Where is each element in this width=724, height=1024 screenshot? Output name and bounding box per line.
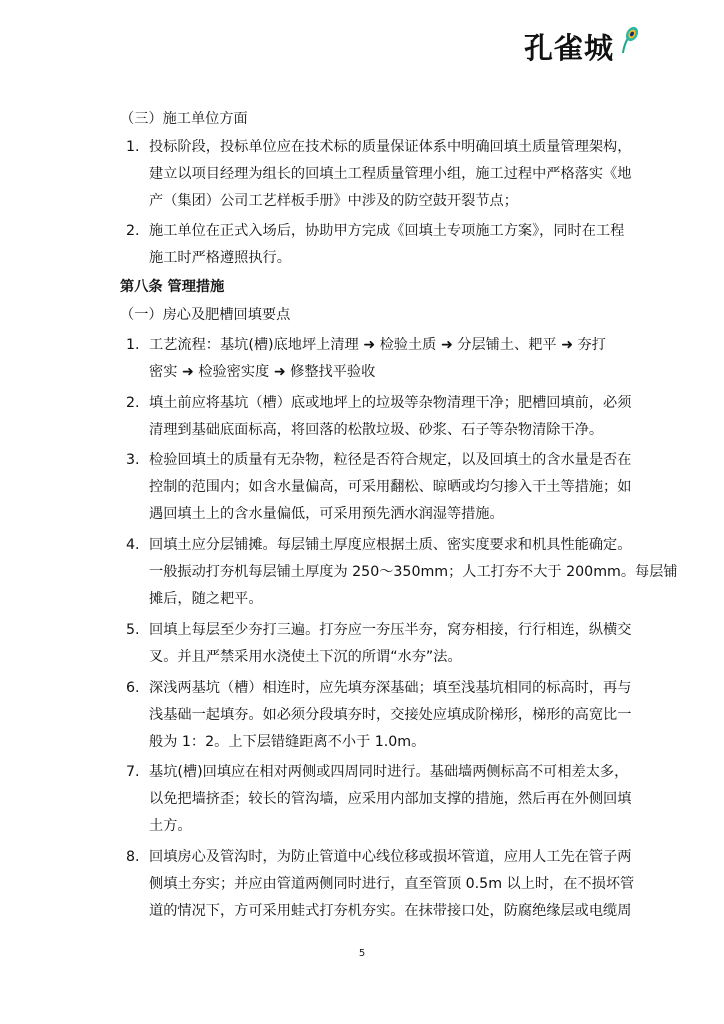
list-item-number: 7. <box>126 764 140 780</box>
brand-logo-text: 孔雀城 <box>524 31 615 65</box>
list-item-line: 道的情况下，方可采用蛙式打夯机夯实。在抹带接口处，防腐绝缘层或电缆周 <box>149 903 632 919</box>
list-item-line: 密实 ➜ 检验密实度 ➜ 修整找平验收 <box>149 364 376 380</box>
list-item-number: 8. <box>126 849 140 865</box>
section-heading: （三）施工单位方面 <box>120 111 248 127</box>
list-item-number: 4. <box>126 537 140 553</box>
list-item-line: 基坑(槽)回填应在相对两侧或四周同时进行。基础墙两侧标高不可相差太多， <box>149 764 629 780</box>
page-number: 5 <box>358 948 366 959</box>
list-item-number: 3. <box>126 452 140 468</box>
list-item-line: 以免把墙挤歪；较长的管沟墙，应采用内部加支撑的措施，然后再在外侧回填 <box>149 791 632 807</box>
list-item-line: 一般振动打夯机每层铺土厚度为 250～350mm；人工打夯不大于 200mm。每层铺 <box>149 564 678 580</box>
list-item-line: 回填房心及管沟时，为防止管道中心线位移或损坏管道，应用人工先在管子两 <box>149 849 632 865</box>
list-item-line: 清理到基础底面标高，将回落的松散垃圾、砂浆、石子等杂物清除干净。 <box>149 422 604 438</box>
list-item-line: 摊后，随之耙平。 <box>149 591 263 607</box>
list-item-line: 深浅两基坑（槽）相连时，应先填夯深基础；填至浅基坑相同的标高时，再与 <box>149 680 632 696</box>
list-item-number: 1. <box>126 337 140 353</box>
list-item-line: 叉。并且严禁采用水浇使土下沉的所谓“水夯”法。 <box>149 649 462 665</box>
list-item-line: 般为 1：2。上下层错缝距离不小于 1.0m。 <box>149 734 426 750</box>
list-item-line: 回填土应分层铺摊。每层铺土厚度应根据土质、密实度要求和机具性能确定。 <box>149 537 632 553</box>
list-item-number: 5. <box>126 622 140 638</box>
list-item-line: 侧填土夯实；并应由管道两侧同时进行，直至管顶 0.5m 以上时，在不损坏管 <box>149 876 635 892</box>
list-item-number: 1. <box>126 139 140 155</box>
list-item-line: 施工单位在正式入场后，协助甲方完成《回填土专项施工方案》，同时在工程 <box>149 223 625 239</box>
list-item-line: 检验回填土的质量有无杂物，粒径是否符合规定，以及回填土的含水量是否在 <box>149 452 632 468</box>
article-heading: 第八条 管理措施 <box>120 279 225 295</box>
list-item-line: 建立以项目经理为组长的回填土工程质量管理小组，施工过程中严格落实《地 <box>149 166 632 182</box>
peacock-feather-icon <box>620 26 638 54</box>
list-item-line: 填土前应将基坑（槽）底或地坪上的垃圾等杂物清理干净；肥槽回填前，必须 <box>149 395 632 411</box>
list-item-number: 2. <box>126 395 140 411</box>
list-item-line: 控制的范围内；如含水量偏高，可采用翻松、晾晒或均匀掺入干土等措施；如 <box>149 479 632 495</box>
list-item-line: 施工时严格遵照执行。 <box>149 250 291 266</box>
list-item-line: 工艺流程：基坑(槽)底地坪上清理 ➜ 检验土质 ➜ 分层铺土、耙平 ➜ 夯打 <box>149 337 606 353</box>
brand-logo <box>524 24 644 68</box>
list-item-line: 遇回填土上的含水量偏低，可采用预先洒水润湿等措施。 <box>149 506 504 522</box>
list-item-number: 2. <box>126 223 140 239</box>
list-item-line: 回填上每层至少夯打三遍。打夯应一夯压半夯，窝夯相接，行行相连，纵横交 <box>149 622 632 638</box>
list-item-line: 土方。 <box>149 818 192 834</box>
subsection-heading: （一）房心及肥槽回填要点 <box>120 307 291 323</box>
list-item-line: 投标阶段，投标单位应在技术标的质量保证体系中明确回填土质量管理架构， <box>149 139 632 155</box>
list-item-number: 6. <box>126 680 140 696</box>
list-item-line: 浅基础一起填夯。如必须分段填夯时，交接处应填成阶梯形，梯形的高宽比一 <box>149 707 632 723</box>
list-item-line: 产（集团）公司工艺样板手册》中涉及的防空鼓开裂节点； <box>149 193 518 209</box>
